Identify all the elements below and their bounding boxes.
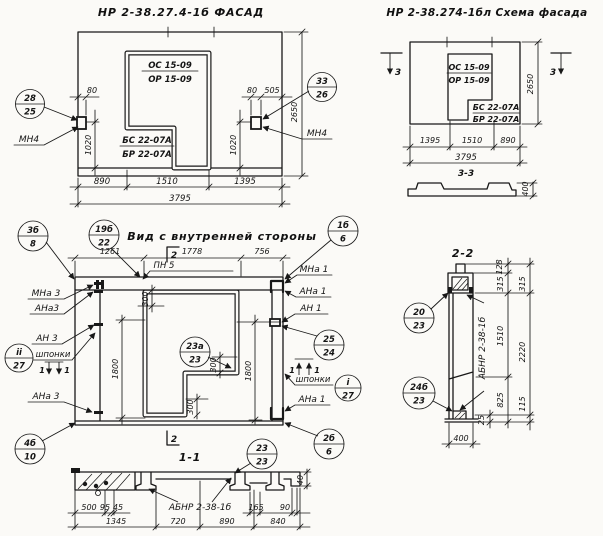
s22-callout-20-sheet: 23 bbox=[413, 321, 425, 332]
scheme-section3-left-label: 3 bbox=[394, 68, 402, 78]
s11-dim-90: 90 bbox=[279, 503, 291, 512]
inner-dim-1800-right: 1800 bbox=[244, 360, 253, 382]
inner-callout-6: 6 bbox=[340, 234, 346, 245]
inner-label-an3: АН 3 bbox=[36, 334, 58, 344]
s11-label-leader-2 bbox=[212, 478, 231, 502]
section-1-1-title: 1-1 bbox=[178, 451, 202, 464]
s22-dim-128: 128 bbox=[495, 259, 504, 275]
inner-label-ana3-leader bbox=[64, 292, 93, 314]
inner-callout-2b: 2б bbox=[323, 434, 335, 444]
inner-callout-19b: 19б bbox=[95, 225, 113, 235]
facade-callout-left-leader bbox=[44, 107, 77, 120]
inner-window-frame-inner bbox=[145, 292, 237, 415]
s11-dim-500: 500 bbox=[81, 503, 97, 512]
inner-callout-10: 10 bbox=[24, 452, 36, 463]
inner-callout-ii: ii bbox=[16, 348, 22, 358]
scheme-dim-1395: 1395 bbox=[419, 136, 441, 145]
inner-title: Вид с внутренней стороны bbox=[127, 230, 317, 243]
inner-callout-4b-leader bbox=[42, 423, 75, 441]
inner-label-ana1b-leader bbox=[285, 405, 295, 411]
inner-section2-top-label: 2 bbox=[170, 251, 178, 261]
section-1-1 bbox=[68, 439, 311, 530]
inner-anchor-mark-1 bbox=[94, 282, 103, 285]
inner-right-anchor-mid bbox=[270, 319, 280, 326]
facade-dim-1020-left: 1020 bbox=[84, 134, 93, 156]
s22-callout-20: 20 bbox=[413, 308, 425, 318]
s22-dim-315a: 315 bbox=[496, 276, 505, 292]
inner-callout-1b: 1б bbox=[337, 221, 349, 231]
inner-callout-24: 24 bbox=[323, 348, 335, 359]
inner-callout-i-sheet: 27 bbox=[342, 391, 354, 402]
inner-label-shponki-left: шпонки bbox=[35, 350, 71, 360]
inner-callout-25-leader bbox=[282, 326, 317, 336]
s22-callout-24b: 24б bbox=[410, 383, 428, 393]
scheme-dim-3795: 3795 bbox=[455, 153, 477, 163]
s11-dim-720: 720 bbox=[170, 517, 186, 526]
inner-dim-1800-left: 1800 bbox=[111, 358, 120, 380]
s22-callout-20-leader bbox=[431, 293, 448, 309]
inner-callout-8: 8 bbox=[30, 239, 36, 250]
facade-scheme-view bbox=[381, 7, 588, 199]
inner-section2-bottom-label: 2 bbox=[170, 435, 178, 445]
s11-callout-23-sheet: 23 bbox=[256, 457, 268, 468]
s22-label-leader-2 bbox=[460, 391, 484, 410]
section-2-2-title: 2-2 bbox=[451, 247, 475, 260]
inner-label-ana1: АНа 1 bbox=[299, 287, 327, 297]
facade-callout-28: 28 bbox=[24, 94, 36, 104]
facade-anchor-left-label: МН4 bbox=[18, 135, 40, 145]
s11-dim-840: 840 bbox=[270, 517, 286, 526]
s22-dim-400: 400 bbox=[453, 434, 469, 443]
inner-panel-outline bbox=[75, 277, 283, 425]
s22-anchor-mark-right bbox=[469, 287, 473, 293]
s22-anchor-mark-left bbox=[448, 287, 452, 293]
inner-callout-ii-sheet: 27 bbox=[13, 361, 25, 372]
inner-label-ana3b-leader bbox=[64, 402, 92, 412]
s11-dim-890: 890 bbox=[219, 517, 235, 526]
facade-dim-1510: 1510 bbox=[156, 177, 178, 187]
s22-label-leader-1 bbox=[467, 295, 484, 303]
inner-section1-left-label-a: 1 bbox=[39, 366, 45, 375]
section-3-3-dim-400: 400 bbox=[521, 181, 530, 197]
inner-dim-1778: 1778 bbox=[181, 247, 203, 256]
s11-panel-mark-label: АБНР 2-38-1б bbox=[168, 503, 232, 513]
facade-dim-890: 890 bbox=[93, 177, 111, 187]
s22-dim-2220: 2220 bbox=[518, 341, 527, 363]
facade-dim-2650: 2650 bbox=[290, 101, 299, 123]
facade-dim-80-right: 80 bbox=[246, 86, 258, 95]
facade-anchor-left-mn4 bbox=[77, 117, 86, 129]
inner-callout-3b: 3б bbox=[27, 226, 39, 236]
inner-callout-3b-leader bbox=[46, 242, 74, 279]
section-2-2 bbox=[403, 247, 534, 448]
facade-title: НР 2-38.27.4-1б ФАСАД bbox=[97, 6, 265, 19]
inner-callout-i: i bbox=[346, 378, 350, 388]
s22-dim-1510: 1510 bbox=[496, 325, 505, 347]
scheme-dim-1510: 1510 bbox=[461, 136, 483, 145]
s11-loop-detail bbox=[96, 491, 101, 496]
inner-callout-2b-sheet: 6 bbox=[326, 447, 332, 458]
section-3-3-profile bbox=[408, 183, 516, 196]
scheme-title: НР 2-38.274-1бл Схема фасада bbox=[386, 7, 588, 19]
inner-label-shponki-right: шпонки bbox=[295, 375, 331, 385]
inner-section1-right-label-b: 1 bbox=[314, 366, 320, 375]
inner-label-mna3: МНа 3 bbox=[31, 289, 61, 299]
inner-callout-4b: 4б bbox=[24, 439, 36, 449]
s11-dim-1345: 1345 bbox=[105, 517, 127, 526]
facade-view bbox=[14, 6, 337, 207]
s22-callout-24b-sheet: 23 bbox=[413, 396, 425, 407]
s11-dim-95: 95 bbox=[99, 503, 111, 512]
inner-side-view bbox=[5, 216, 361, 464]
facade-anchor-left-label-leader bbox=[44, 127, 78, 145]
inner-callout-23a-sheet: 23 bbox=[189, 355, 201, 366]
s22-dim-25: 25 bbox=[477, 414, 486, 426]
s22-dim-115: 115 bbox=[518, 396, 527, 412]
s22-dim-315b: 315 bbox=[518, 276, 527, 292]
facade-anchor-right-label: МН4 bbox=[306, 129, 328, 139]
inner-label-an3-leader bbox=[62, 325, 94, 344]
facade-window-mark-or: ОР 15-09 bbox=[148, 75, 192, 85]
section-3-3-title: 3-3 bbox=[457, 169, 475, 179]
inner-label-mna3-leader bbox=[64, 285, 93, 299]
facade-anchor-right-mn4 bbox=[251, 117, 261, 129]
s11-callout-23: 23 bbox=[256, 444, 268, 454]
inner-dim-300-bottom: 300 bbox=[186, 399, 195, 415]
s11-rebar-dot-3 bbox=[104, 481, 108, 485]
inner-dim-300-top: 300 bbox=[141, 291, 150, 307]
inner-callout-25: 25 bbox=[323, 335, 335, 345]
inner-section1-left-label-b: 1 bbox=[64, 366, 70, 375]
inner-dim-756: 756 bbox=[254, 247, 270, 256]
inner-label-mna1-leader bbox=[285, 275, 297, 283]
inner-label-an1: АН 1 bbox=[300, 304, 322, 314]
scheme-dim-890: 890 bbox=[500, 136, 516, 145]
s11-hatching bbox=[78, 473, 130, 490]
facade-dim-505: 505 bbox=[264, 86, 280, 95]
inner-label-an1-leader bbox=[282, 314, 295, 322]
s22-hatching bbox=[453, 278, 468, 419]
facade-dim-1020-right: 1020 bbox=[229, 134, 238, 156]
scheme-window-mark-br: БР 22-07А bbox=[472, 115, 520, 124]
s22-panel-mark-label: АБНР 2-38-1б bbox=[478, 316, 488, 380]
inner-label-mna1: МНа 1 bbox=[299, 265, 329, 275]
facade-dim-3795: 3795 bbox=[169, 194, 191, 204]
s11-dim-40: 40 bbox=[296, 474, 305, 486]
facade-window-mark-os: ОС 15-09 bbox=[148, 61, 192, 71]
inner-callout-2b-leader bbox=[285, 423, 318, 436]
s22-dim-825: 825 bbox=[496, 392, 505, 408]
s11-rebar-dot-1 bbox=[83, 482, 87, 486]
inner-window-frame-outer bbox=[145, 292, 237, 415]
inner-callout-22: 22 bbox=[98, 238, 110, 249]
facade-window-mark-br: БР 22-07А bbox=[122, 150, 172, 160]
facade-dim-1395: 1395 bbox=[234, 177, 256, 187]
s11-rebar-dot-2 bbox=[94, 484, 98, 488]
facade-dim-80-left: 80 bbox=[86, 86, 98, 95]
s11-label-leader-1 bbox=[149, 489, 178, 502]
inner-top-dim-lines bbox=[68, 255, 290, 276]
inner-anchor-mark-4 bbox=[94, 411, 103, 414]
facade-callout-26: 26 bbox=[316, 90, 328, 101]
scheme-window-mark-os: ОС 15-09 bbox=[448, 63, 490, 72]
inner-right-bracket-bottom bbox=[271, 408, 283, 419]
scheme-dim-2650: 2650 bbox=[526, 73, 535, 95]
inner-anchor-mark-3 bbox=[94, 323, 103, 326]
facade-window-mark-bs: БС 22-07А bbox=[122, 136, 172, 146]
inner-callout-23a: 23а bbox=[186, 342, 204, 352]
inner-label-ana1-leader bbox=[285, 291, 296, 297]
scheme-window-mark-or: ОР 15-09 bbox=[448, 76, 490, 85]
inner-pn5-label: ПН 5 bbox=[153, 261, 175, 271]
scheme-section3-right-label: 3 bbox=[549, 68, 557, 78]
inner-anchor-mark-2 bbox=[94, 290, 103, 293]
inner-shponki-right-leader bbox=[285, 374, 295, 385]
inner-dim-300-mid: 300 bbox=[209, 357, 218, 373]
s11-dim-165: 165 bbox=[248, 503, 264, 512]
inner-section1-right-label-a: 1 bbox=[289, 366, 295, 375]
facade-callout-25: 25 bbox=[24, 107, 36, 118]
scheme-window-mark-bs: БС 22-07А bbox=[472, 103, 520, 112]
s11-dim-45: 45 bbox=[112, 503, 124, 512]
facade-callout-33: 33 bbox=[316, 77, 328, 87]
inner-label-ana3b: АНа 3 bbox=[32, 392, 60, 402]
inner-label-ana1b: АНа 1 bbox=[298, 395, 326, 405]
inner-label-ana3: АНа3 bbox=[34, 304, 60, 314]
s11-corner-anchor bbox=[71, 468, 80, 473]
inner-dim-1261: 1261 bbox=[99, 247, 121, 256]
